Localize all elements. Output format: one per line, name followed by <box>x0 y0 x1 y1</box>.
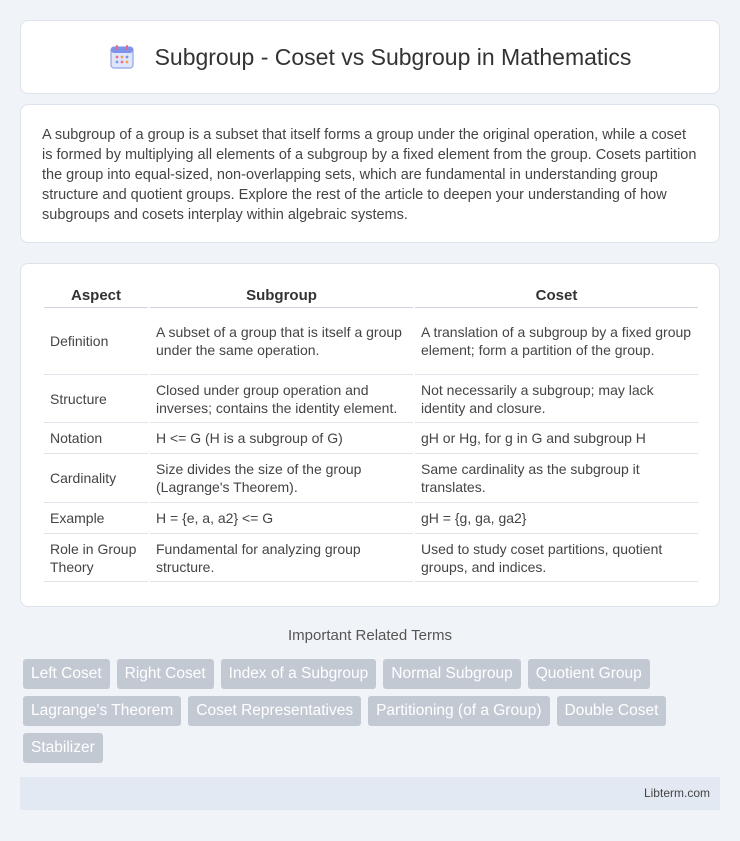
row-aspect: Cardinality <box>44 454 148 503</box>
row-coset: Not necessarily a subgroup; may lack identity and closure. <box>415 375 698 423</box>
term-tag-partitioning[interactable]: Partitioning (of a Group) <box>368 696 549 726</box>
comparison-table <box>42 284 700 582</box>
intro-paragraph: A subgroup of a group is a subset that itself forms a group under the original operation, while a coset is formed by multiplying all elements of a subgroup by a fixed element from the group. Cosets partition the group into equal-sized, non-overlapping sets, which are fundamental in understanding group structure and quotient groups. Explore the rest of the article to deepen your understanding of how subgroups and cosets interplay within algebraic systems. <box>42 127 697 223</box>
row-subgroup: Closed under group operation and inverses; contains the identity element. <box>150 375 413 423</box>
row-subgroup: H = {e, a, a2} <= G <box>150 503 413 534</box>
row-subgroup: A subset of a group that is itself a group under the same operation. <box>150 308 413 375</box>
table-row <box>44 375 698 423</box>
page-title: Subgroup - Coset vs Subgroup in Mathematics <box>154 43 632 70</box>
term-tag-left-coset[interactable]: Left Coset <box>23 659 110 689</box>
table-row <box>44 454 698 503</box>
intro-card <box>20 104 720 243</box>
row-coset: A translation of a subgroup by a fixed group element; form a partition of the group. <box>415 308 698 375</box>
row-aspect: Notation <box>44 423 148 454</box>
term-tag-normal-subgroup[interactable]: Normal Subgroup <box>383 659 520 689</box>
footer-site-link[interactable]: Libterm.com <box>643 786 710 800</box>
comparison-card <box>20 263 720 607</box>
row-coset: gH = {g, ga, ga2} <box>415 503 698 534</box>
term-tag-right-coset[interactable]: Right Coset <box>117 659 214 689</box>
row-subgroup: Fundamental for analyzing group structure. <box>150 534 413 582</box>
row-aspect: Definition <box>44 308 148 375</box>
row-aspect: Role in Group Theory <box>44 534 148 582</box>
row-subgroup: Size divides the size of the group (Lagrange's Theorem). <box>150 454 413 503</box>
header-subgroup: Subgroup <box>150 284 413 308</box>
header-aspect: Aspect <box>44 284 148 308</box>
row-coset: Same cardinality as the subgroup it translates. <box>415 454 698 503</box>
row-aspect: Example <box>44 503 148 534</box>
term-tag-coset-representatives[interactable]: Coset Representatives <box>188 696 361 726</box>
calendar-icon <box>109 44 135 70</box>
table-row <box>44 308 698 375</box>
term-tag-lagranges-theorem[interactable]: Lagrange's Theorem <box>23 696 181 726</box>
header-coset: Coset <box>415 284 698 308</box>
table-row <box>44 423 698 454</box>
term-tag-stabilizer[interactable]: Stabilizer <box>23 733 103 763</box>
term-tag-index-of-subgroup[interactable]: Index of a Subgroup <box>221 659 377 689</box>
table-row <box>44 534 698 582</box>
related-terms-list <box>23 659 703 763</box>
term-tag-quotient-group[interactable]: Quotient Group <box>528 659 650 689</box>
row-coset: Used to study coset partitions, quotient groups, and indices. <box>415 534 698 582</box>
table-row <box>44 503 698 534</box>
row-coset: gH or Hg, for g in G and subgroup H <box>415 423 698 454</box>
related-terms-title: Important Related Terms <box>288 627 452 644</box>
header-card <box>20 20 720 94</box>
row-subgroup: H <= G (H is a subgroup of G) <box>150 423 413 454</box>
term-tag-double-coset[interactable]: Double Coset <box>557 696 667 726</box>
row-aspect: Structure <box>44 375 148 423</box>
footer <box>20 777 720 810</box>
